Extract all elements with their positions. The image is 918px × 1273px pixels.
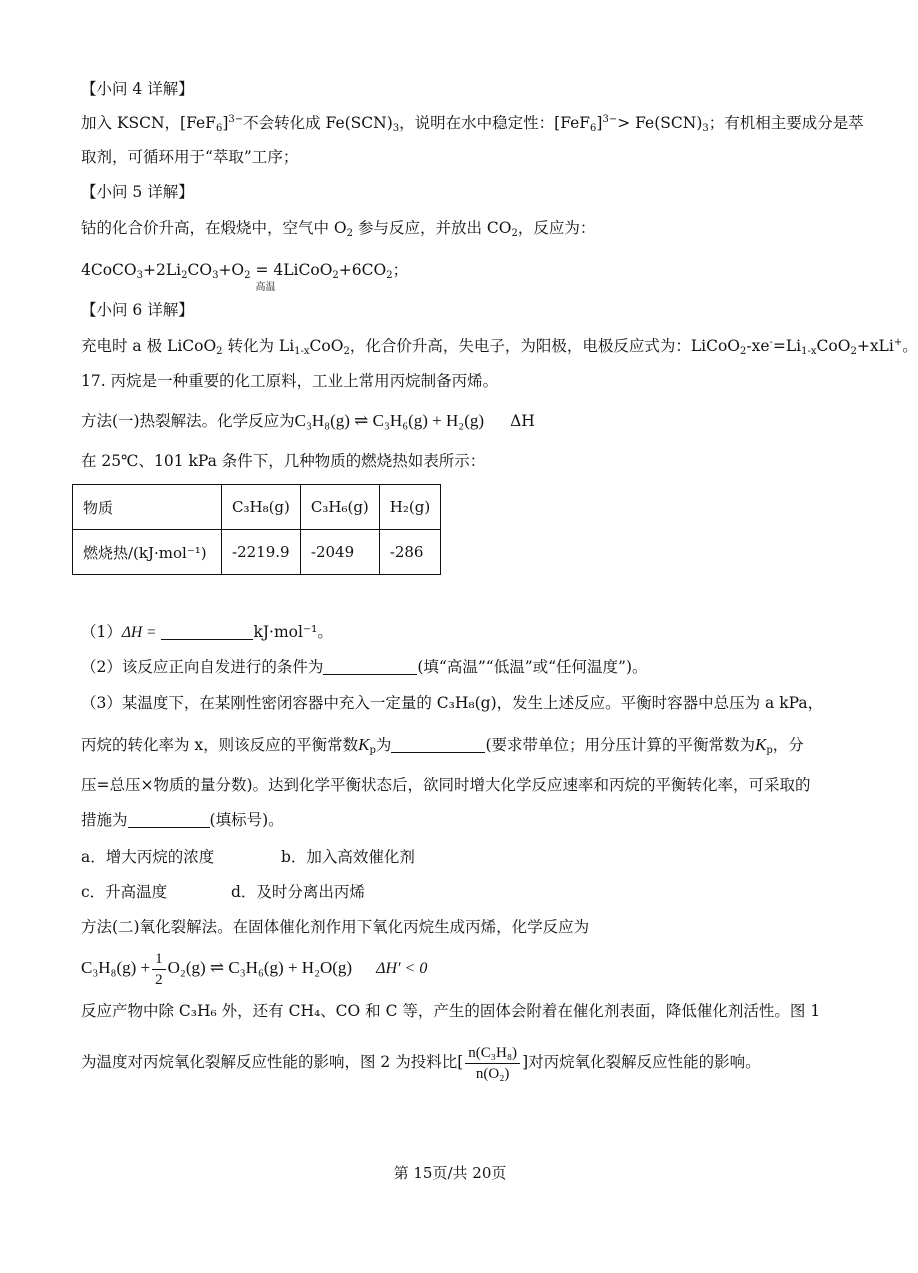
answer-blank-4[interactable]: [128, 811, 210, 828]
question-2: （2）该反应正向自发进行的条件为 (填“高温”“低温”或“任何温度”)。: [81, 658, 648, 676]
q5-line-1: 钴的化合价升高，在煅烧中，空气中 $O_2$ 参与反应，并放出 $CO_2$，反应为：: [81, 219, 596, 239]
answer-blank-2[interactable]: [323, 658, 417, 675]
question-3-line-2: 丙烷的转化率为 x，则该反应的平衡常数$K_p$为 (要求带单位；用分压计算的平衡常数为$K_p$，分: [81, 735, 804, 756]
problem-17-intro: 17. 丙烷是一种重要的化工原料，工业上常用丙烷制备丙烯。: [81, 372, 499, 390]
question-3-line-4: 措施为 (填标号)。: [81, 811, 284, 829]
table-row: [73, 530, 441, 575]
condition-text: 在 25℃、101 kPa 条件下，几种物质的燃烧热如表所示：: [81, 452, 486, 470]
option-d: d．及时分离出丙烯: [231, 883, 365, 901]
page-footer: 第 15页/共 20页: [393, 1164, 507, 1182]
question-3-line-1: （3）某温度下，在某刚性密闭容器中充入一定量的 C₃H₈(g)，发生上述反应。平衡时容器中总压为 a kPa，: [81, 694, 824, 712]
q4-line-1: 加入 KSCN，$[FeF_6]^{3-}$不会转化成 $Fe(SCN)_3$，说明在水中稳定性：$[FeF_6]^{3-}> Fe(SCN)_3$；有机相主要成分是萃: [81, 114, 864, 134]
question-3-line-3: 压=总压×物质的量分数)。达到化学平衡状态后，欲同时增大化学反应速率和丙烷的平衡转化率，可采取的: [81, 776, 811, 794]
table-row: [73, 485, 441, 530]
table-cell: -286: [379, 530, 440, 575]
method-2-line: 方法(二)氧化裂解法。在固体催化剂作用下氧化丙烷生成丙烯，化学反应为: [81, 918, 590, 936]
table-col-h2: H₂(g): [379, 485, 440, 530]
q6-line-1: 充电时 a 极 LiCoO$_2$ 转化为 $Li_{1-x}CoO_2$，化合价升高，失电子，为阳极，电极反应式为：$LiCoO_2-xe^-=Li_{1-x}CoO_2+xLi^+$。: [81, 337, 918, 357]
option-b: b．加入高效催化剂: [281, 848, 415, 866]
method-1-line: 方法(一)热裂解法。化学反应为C₃H₈(g) ⇌ C₃H₆(g) + H₂(g) ΔH: [81, 411, 535, 430]
q4-line-2: 取剂，可循环用于“萃取”工序；: [81, 148, 299, 166]
q6-heading: 【小问 6 详解】: [81, 301, 194, 319]
table-cell: -2049: [300, 530, 379, 575]
method-2-paragraph-1: 反应产物中除 C₃H₆ 外，还有 CH₄、CO 和 C 等，产生的固体会附着在催化剂表面，降低催化剂活性。图 1: [81, 1002, 821, 1020]
table-row-label: 燃烧热/(kJ·mol⁻¹): [73, 530, 222, 575]
table-cell: -2219.9: [222, 530, 301, 575]
table-header-substance: 物质: [73, 485, 222, 530]
q4-heading: 【小问 4 详解】: [81, 80, 194, 98]
reaction-condition: = 高温: [255, 261, 276, 293]
q5-heading: 【小问 5 详解】: [81, 183, 194, 201]
q5-equation: $4CoCO_3+2Li_2CO_3+O_2$ = 高温 $4LiCoO_2+6CO_2$；: [81, 261, 409, 293]
answer-blank-1[interactable]: [161, 623, 253, 640]
table-col-c3h6: C₃H₆(g): [300, 485, 379, 530]
option-c: c．升高温度: [81, 883, 168, 901]
combustion-heat-table: [72, 484, 441, 575]
method-2-equation: C₃H₈(g) + $\frac{1}{2}$ O₂(g) ⇌ C₃H₆(g) + H₂O(g) ΔH′ < 0: [81, 950, 428, 988]
method-2-paragraph-2: 为温度对丙烷氧化裂解反应性能的影响，图 2 为投料比[ $\frac{\text{n(C₃H₈)}}{\text{n(O₂)}}$ ]对丙烷氧化裂解反应性能的影响。: [81, 1044, 761, 1082]
table-col-c3h8: C₃H₈(g): [222, 485, 301, 530]
question-1: （1）ΔH = kJ·mol⁻¹。: [81, 623, 333, 641]
answer-blank-3[interactable]: [391, 736, 485, 753]
option-a: a．增大丙烷的浓度: [81, 848, 215, 866]
